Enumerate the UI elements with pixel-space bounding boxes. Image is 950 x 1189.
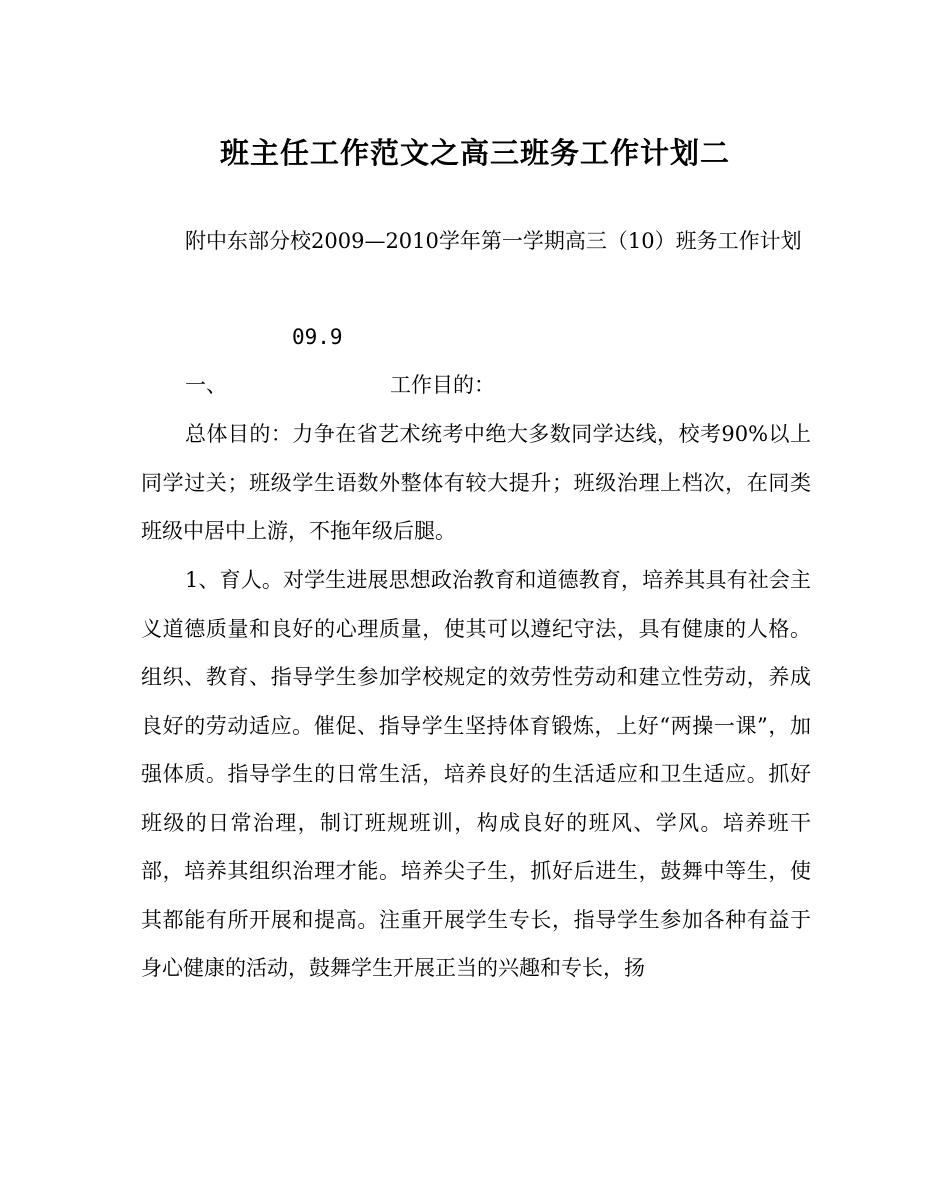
document-title: 班主任工作范文之高三班务工作计划二 [219,136,730,170]
section-number: 一、 [185,373,227,397]
document-subtitle: 附中东部分校2009—2010学年第一学期高三（10）班务工作计划 [185,229,802,253]
paragraph-education: 1、育人。对学生进展思想政治教育和道德教育，培养其具有社会主义道德质量和良好的心理质量，使其可以遵纪守法，具有健康的人格。组织、教育、指导学生参加学校规定的效劳性劳动和建立性劳动，养成良好的劳动适应。催促、指导学生坚持体育锻炼，上好“两操一课”，加强体质。指导学生的日常生活，培养良好的生活适应和卫生适应。抓好班级的日常治理，制订班规班训，构成良好的班风、学风。培养班干部，培养其组织治理才能。培养尖子生，抓好后进生，鼓舞中等生，使其都能有所开展和提高。注重开展学生专长，指导学生参加各种有益于身心健康的活动，鼓舞学生开展正当的兴趣和专长，扬 [141,568,811,980]
section-heading: 工作目的： [390,373,495,397]
document-date: 09.9 [292,325,343,349]
paragraph-overall-goal: 总体目的：力争在省艺术统考中绝大多数同学达线，校考90%以上同学过关；班级学生语数外整体有较大提升；班级治理上档次，在同类班级中居中上游，不拖年级后腿。 [141,422,811,543]
